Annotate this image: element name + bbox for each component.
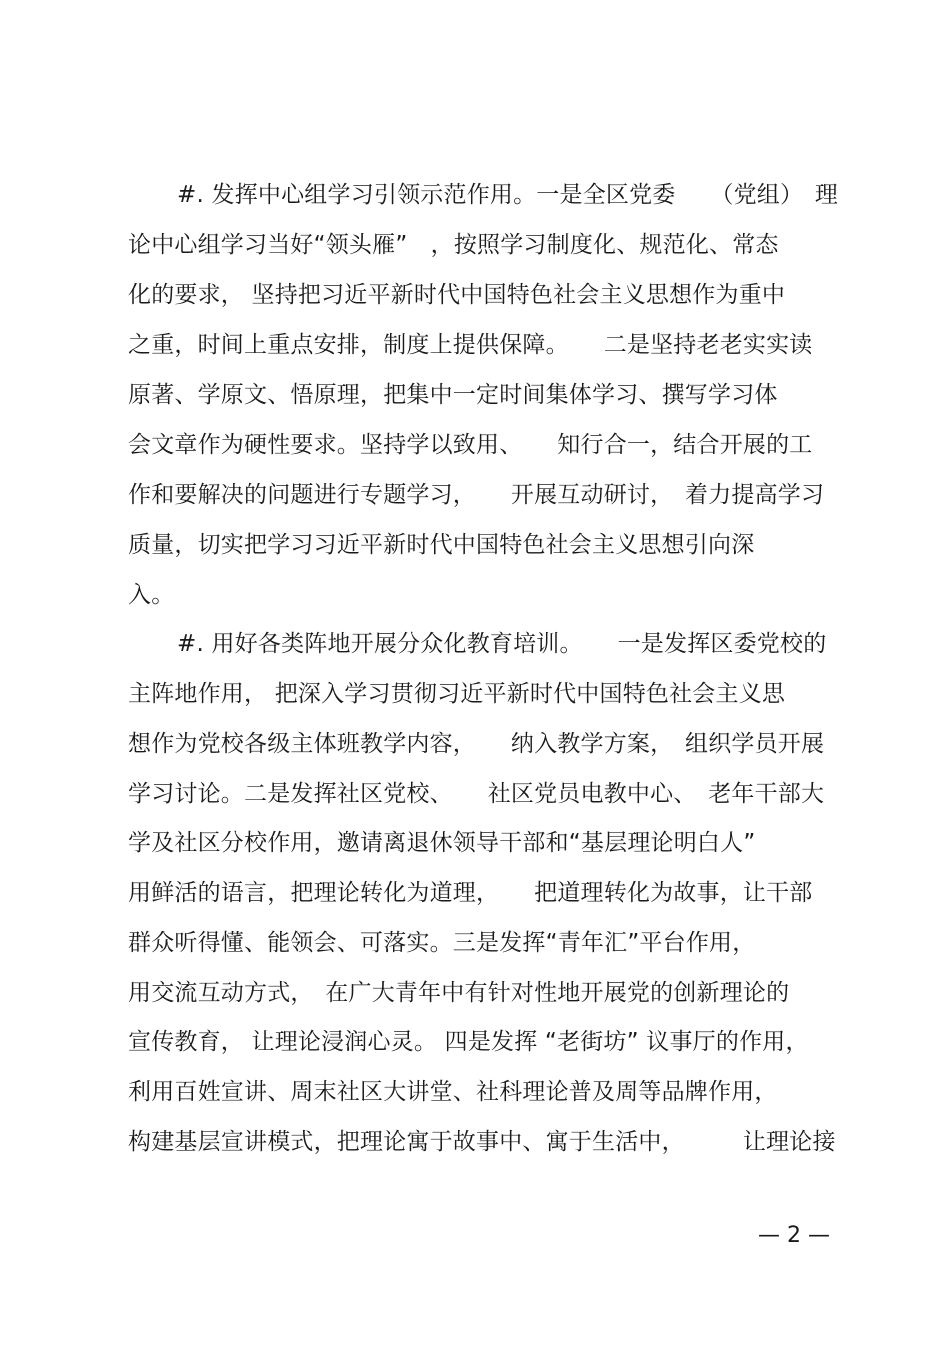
paragraph-2-line-10: 利用百姓宣讲、周末社区大讲堂、社科理论普及周等品牌作用， — [128, 1079, 778, 1105]
paragraph-2-line-5: 学及社区分校作用，邀请离退休领导干部和“基层理论明白人” — [128, 830, 756, 856]
paragraph-1-line-7: 作和要解决的问题进行专题学习， 开展互动研讨， 着力提高学习 — [128, 482, 825, 508]
paragraph-1-line-6: 会文章作为硬性要求。坚持学以致用、 知行合一，结合开展的工 — [128, 432, 813, 458]
paragraph-2-line-8: 用交流互动方式， 在广大青年中有针对性地开展党的创新理论的 — [128, 980, 790, 1006]
paragraph-2-line-6: 用鲜活的语言，把理论转化为道理， 把道理转化为故事，让干部 — [128, 880, 813, 906]
paragraph-2-line-11: 构建基层宣讲模式，把理论寓于故事中、寓于生活中， 让理论接 — [128, 1129, 836, 1155]
paragraph-2-line-1: #. 用好各类阵地开展分众化教育培训。 一是发挥区委党校的 — [177, 631, 827, 657]
paragraph-1-line-4: 之重，时间上重点安排，制度上提供保障。 二是坚持老老实实读 — [128, 332, 813, 358]
paragraph-1-line-8: 质量，切实把学习习近平新时代中国特色社会主义思想引向深 — [128, 532, 755, 558]
page-number: — 2 — — [758, 1223, 830, 1248]
paragraph-2-line-4: 学习讨论。二是发挥社区党校、 社区党员电教中心、 老年干部大 — [128, 781, 825, 807]
paragraph-2-line-3: 想作为党校各级主体班教学内容， 纳入教学方案， 组织学员开展 — [128, 731, 825, 757]
paragraph-1-line-3: 化的要求， 坚持把习近平新时代中国特色社会主义思想作为重中 — [128, 282, 786, 308]
paragraph-1-line-1: #. 发挥中心组学习引领示范作用。一是全区党委 （党组） 理 — [177, 182, 839, 208]
paragraph-2-line-9: 宣传教育， 让理论浸润心灵。 四是发挥 “老街坊” 议事厅的作用， — [128, 1029, 809, 1055]
paragraph-1-line-9: 入。 — [128, 582, 175, 608]
paragraph-1-line-5: 原著、学原文、悟原理，把集中一定时间集体学习、撰写学习体 — [128, 382, 778, 408]
paragraph-2-line-7: 群众听得懂、能领会、可落实。三是发挥“青年汇”平台作用， — [128, 930, 756, 956]
paragraph-1-line-2: 论中心组学习当好“领头雁” ，按照学习制度化、规范化、常态 — [128, 232, 779, 258]
paragraph-2-line-2: 主阵地作用， 把深入学习贯彻习近平新时代中国特色社会主义思 — [128, 681, 786, 707]
